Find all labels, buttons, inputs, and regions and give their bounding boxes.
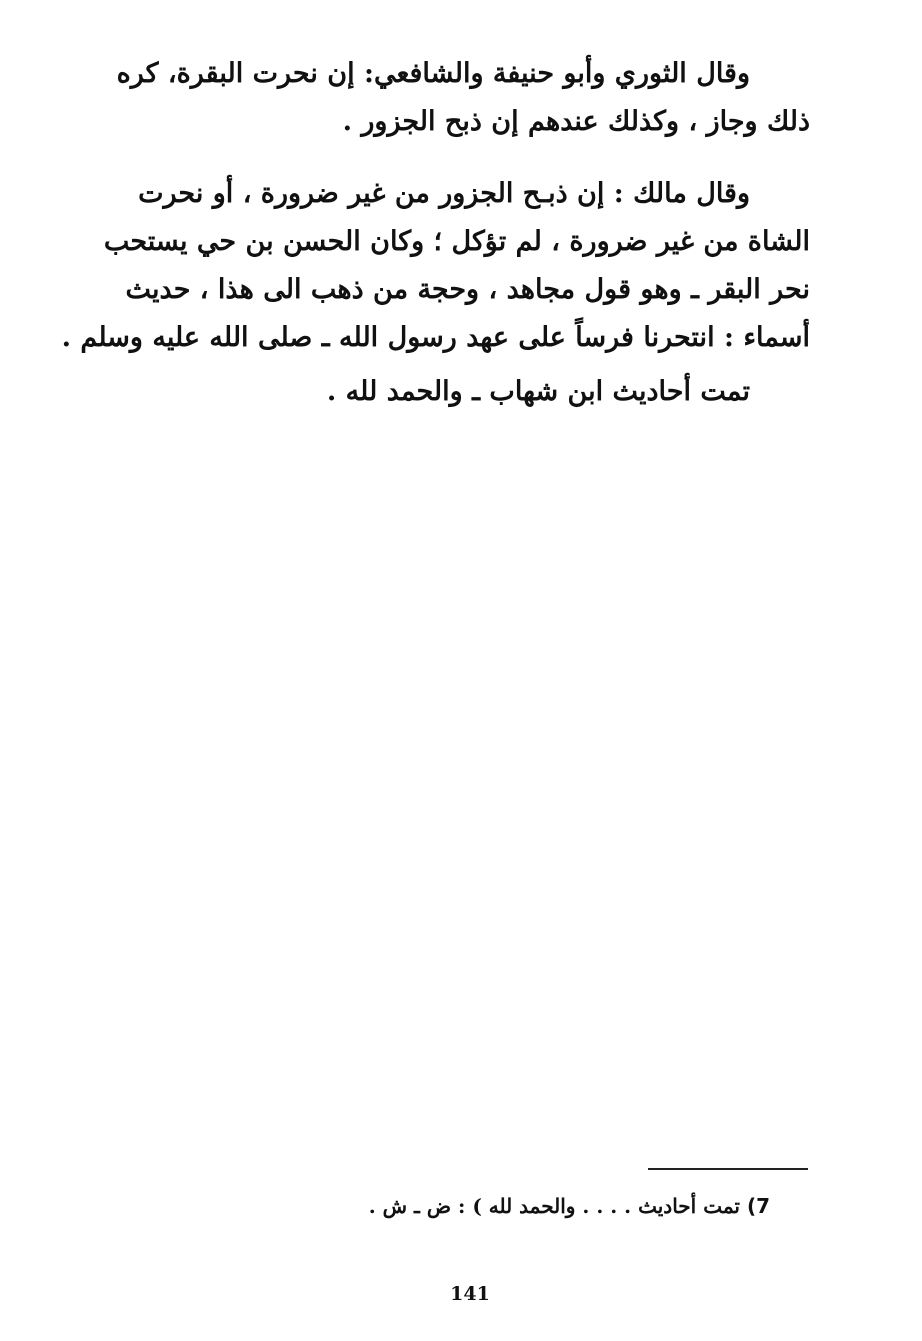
footnote: [300, 1190, 770, 1222]
footnote-text: تمت أحاديث . . . . والحمد لله ) : ض ـ ش .: [368, 1194, 740, 1218]
footnote-divider: [648, 1168, 808, 1170]
text-line: الشاة من غير ضرورة ، لم تؤكل ؛ وكان الحسن بن حي يستحب: [103, 226, 810, 257]
page-number: 141: [450, 1283, 490, 1305]
text-line: أسماء : انتحرنا فرساً على عهد رسول الله ـ صلى الله عليه وسلم .: [61, 322, 810, 353]
paragraph-3: [160, 368, 810, 416]
paragraph-1: [116, 50, 810, 146]
footnote-number: 7): [746, 1194, 770, 1218]
closing-line: تمت أحاديث ابن شهاب ـ والحمد لله .: [326, 376, 750, 407]
paragraph-2: [61, 170, 810, 362]
text-line: وقال الثوري وأبو حنيفة والشافعي: إن نحرت البقرة، كره: [116, 58, 750, 89]
text-line: نحر البقر ـ وهو قول مجاهد ، وحجة من ذهب الى هذا ، حديث: [125, 274, 810, 305]
text-line: وقال مالك : إن ذبـح الجزور من غير ضرورة ، أو نحرت: [138, 178, 750, 209]
text-line: ذلك وجاز ، وكذلك عندهم إن ذبح الجزور .: [342, 106, 810, 137]
